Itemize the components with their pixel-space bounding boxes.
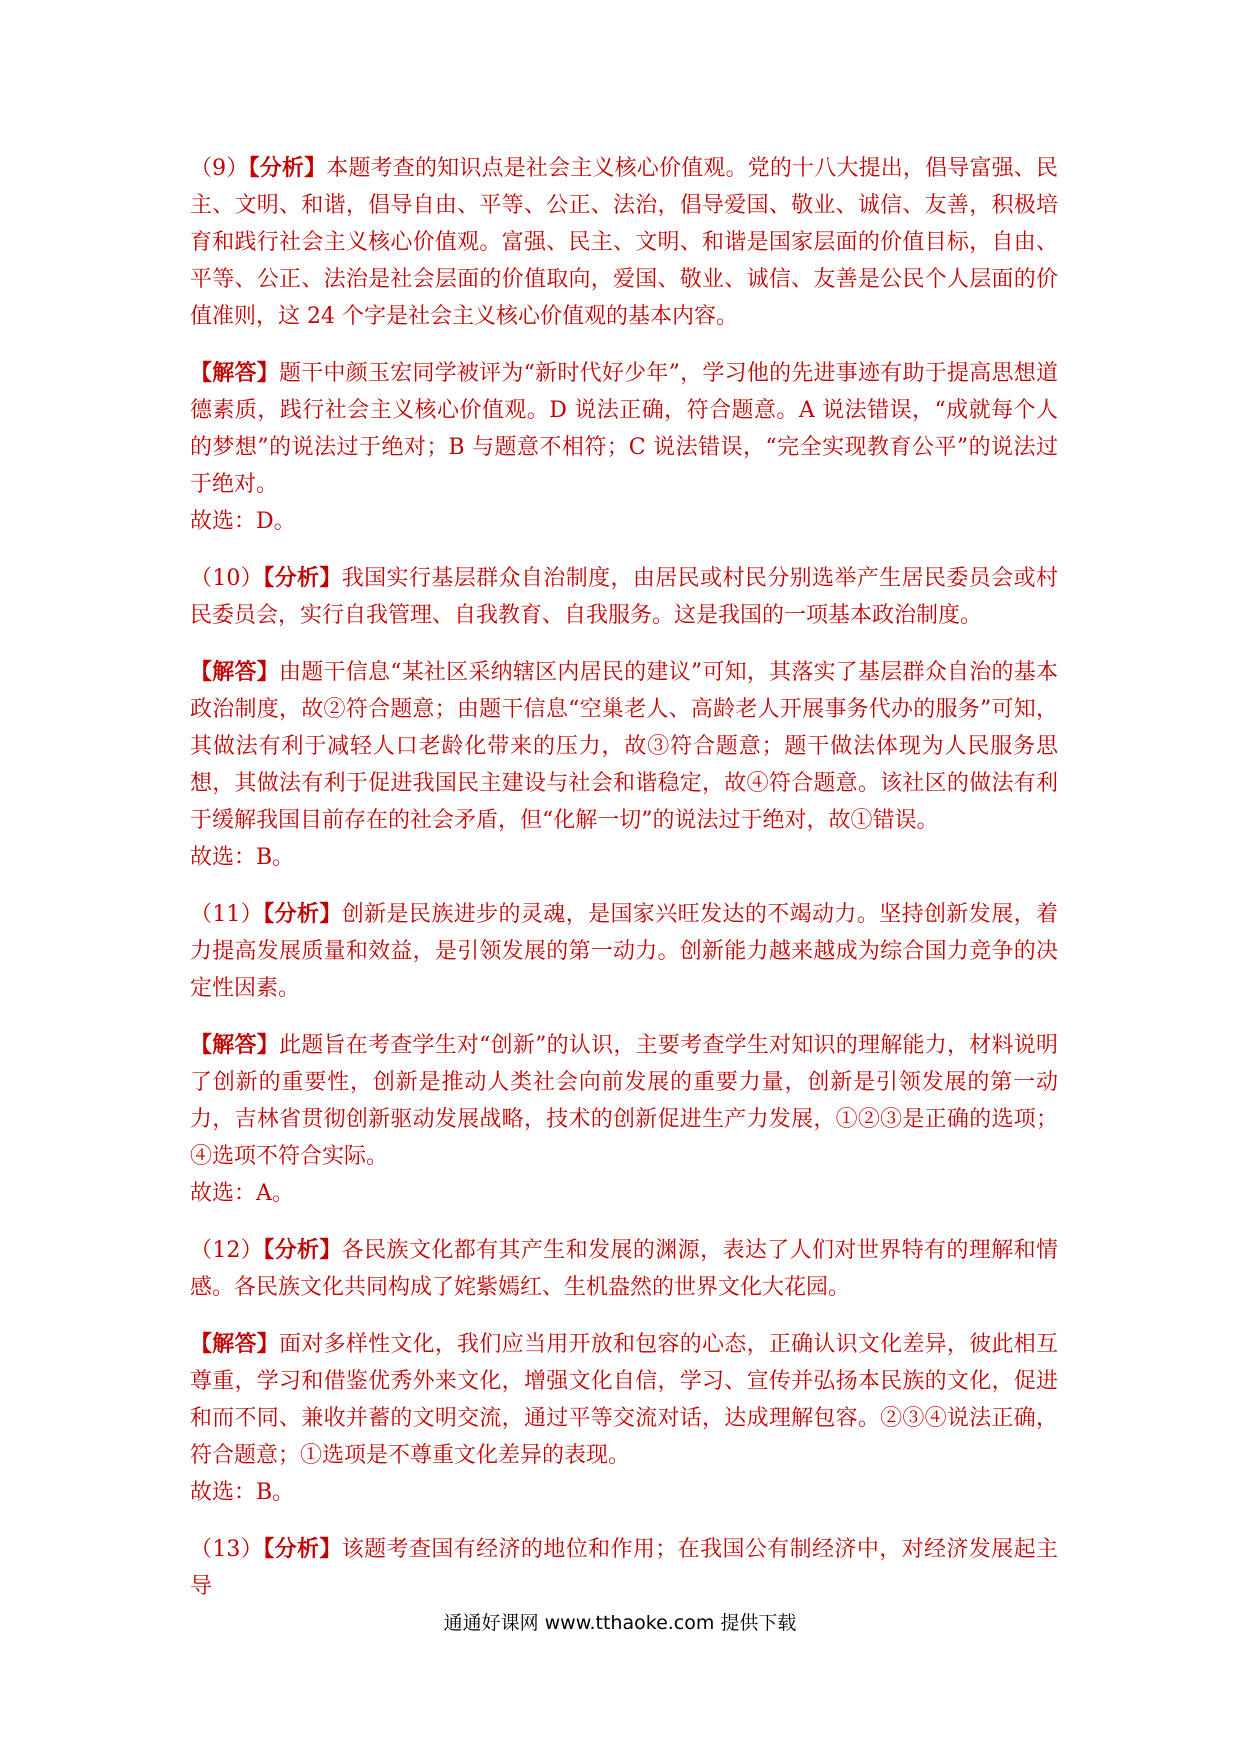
- answer-line-9: 故选：D。: [190, 509, 296, 534]
- solution-paragraph-12: [190, 1326, 1058, 1474]
- solution-text: 题干中颜玉宏同学被评为“新时代好少年”，学习他的先进事迹有助于提高思想道德素质，践行社会主义核心价值观。D 说法正确，符合题意。A 说法错误，“成就每个人的梦想”的说法过于绝对；B 与题意不相符；C 说法错误，“完全实现教育公平”的说法过于绝对。: [190, 361, 1058, 497]
- analysis-text: 创新是民族进步的灵魂，是国家兴旺发达的不竭动力。坚持创新发展，着力提高发展质量和效益，是引领发展的第一动力。创新能力越来越成为综合国力竞争的决定性因素。: [190, 902, 1058, 1001]
- solution-tag: 【解答】: [190, 1331, 280, 1357]
- analysis-paragraph-9: [190, 150, 1058, 335]
- question-number: （10）: [190, 566, 264, 591]
- analysis-paragraph-10: [190, 560, 1058, 634]
- analysis-text: 我国实行基层群众自治制度，由居民或村民分别选举产生居民委员会或村民委员会，实行自我管理、自我教育、自我服务。这是我国的一项基本政治制度。: [190, 566, 1058, 628]
- analysis-tag: 【分析】: [263, 901, 342, 927]
- solution-paragraph-10: [190, 654, 1058, 839]
- question-number: （9）: [190, 156, 249, 181]
- solution-paragraph-9: [190, 355, 1058, 503]
- analysis-text: 本题考查的知识点是社会主义核心价值观。党的十八大提出，倡导富强、民主、文明、和谐，倡导自由、平等、公正、法治，倡导爱国、敬业、诚信、友善，积极培育和践行社会主义核心价值观。富强、民主、文明、和谐是国家层面的价值目标，自由、平等、公正、法治是社会层面的价值取向，爱国、敬业、诚信、友善是公民个人层面的价值准则，这 24 个字是社会主义核心价值观的基本内容。: [190, 156, 1058, 329]
- analysis-tag: 【分析】: [263, 565, 342, 591]
- answer-line-12: 故选：B。: [190, 1480, 295, 1505]
- solution-text: 面对多样性文化，我们应当用开放和包容的心态，正确认识文化差异，彼此相互尊重，学习和借鉴优秀外来文化，增强文化自信，学习、宣传并弘扬本民族的文化，促进和而不同、兼收并蓄的文明交流，通过平等交流对话，达成理解包容。②③④说法正确，符合题意；①选项是不尊重文化差异的表现。: [190, 1332, 1058, 1468]
- analysis-paragraph-13: [190, 1531, 1058, 1605]
- solution-paragraph-11: [190, 1027, 1058, 1175]
- analysis-paragraph-11: [190, 896, 1058, 1007]
- analysis-text: 该题考查国有经济的地位和作用；在我国公有制经济中，对经济发展起主导: [190, 1537, 1058, 1599]
- solution-tag: 【解答】: [190, 1032, 279, 1058]
- question-number: （12）: [190, 1238, 264, 1263]
- solution-text: 由题干信息“某社区采纳辖区内居民的建议”可知，其落实了基层群众自治的基本政治制度，故②符合题意；由题干信息“空巢老人、高龄老人开展事务代办的服务”可知，其做法有利于减轻人口老龄化带来的压力，故③符合题意；题干做法体现为人民服务思想，其做法有利于促进我国民主建设与社会和谐稳定，故④符合题意。该社区的做法有利于缓解我国目前存在的社会矛盾，但“化解一切”的说法过于绝对，故①错误。: [190, 660, 1058, 833]
- answer-line-10: 故选：B。: [190, 845, 295, 870]
- page-footer: 通通好课网 www.tthaoke.com 提供下载: [443, 1612, 797, 1634]
- answer-line-11: 故选：A。: [190, 1181, 294, 1206]
- analysis-tag: 【分析】: [263, 1536, 342, 1562]
- question-number: （11）: [190, 902, 264, 927]
- analysis-tag: 【分析】: [263, 1237, 342, 1263]
- question-number: （13）: [190, 1537, 264, 1562]
- solution-text: 此题旨在考查学生对“创新”的认识，主要考查学生对知识的理解能力，材料说明了创新的重要性，创新是推动人类社会向前发展的重要力量，创新是引领发展的第一动力，吉林省贯彻创新驱动发展战略，技术的创新促进生产力发展，①②③是正确的选项；④选项不符合实际。: [190, 1033, 1058, 1169]
- analysis-paragraph-12: [190, 1232, 1058, 1306]
- analysis-tag: 【分析】: [248, 155, 327, 181]
- document-body: [190, 150, 1058, 1605]
- solution-tag: 【解答】: [190, 659, 279, 685]
- solution-tag: 【解答】: [190, 360, 279, 386]
- analysis-text: 各民族文化都有其产生和发展的渊源，表达了人们对世界特有的理解和情感。各民族文化共同构成了姹紫嫣红、生机盎然的世界文化大花园。: [190, 1238, 1058, 1300]
